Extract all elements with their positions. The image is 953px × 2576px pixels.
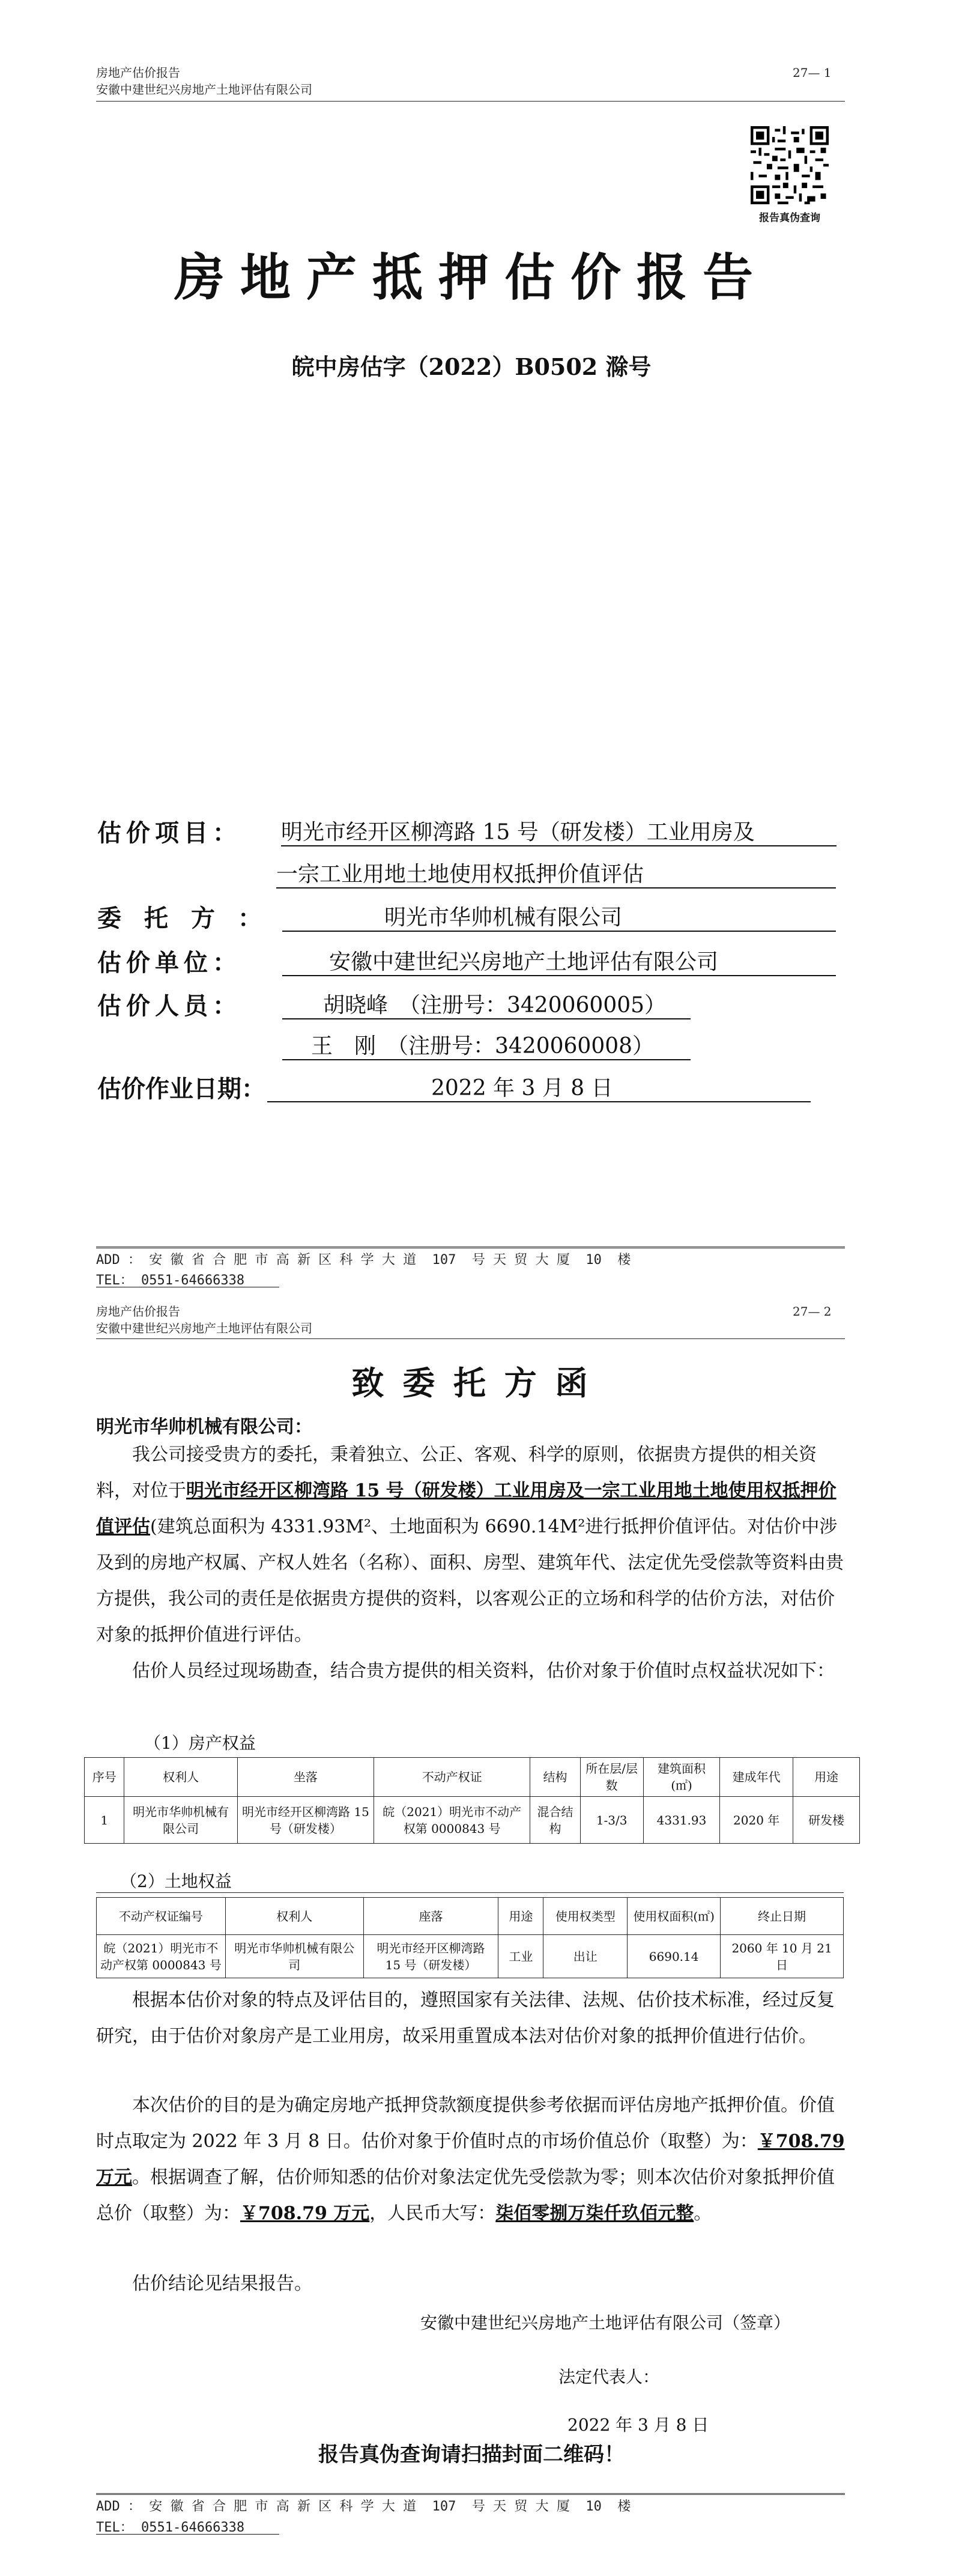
page2-header-doc-type: 房地产估价报告 <box>96 1304 180 1319</box>
project-underline-2 <box>276 887 836 889</box>
table-2-header-cell: 使用权面积(㎡) <box>628 1898 721 1935</box>
table-cell: 明光市华帅机械有限公司 <box>225 1935 363 1978</box>
property-rights-table <box>84 1757 860 1844</box>
table-1-header-cell: 建筑面积(㎡) <box>643 1758 719 1797</box>
page1-footer-address: ADD ： 安 徽 省 合 肥 市 高 新 区 科 学 大 道 107 号 天 贸 大 厦 10 楼 <box>96 1253 631 1268</box>
table-cell: 6690.14 <box>628 1935 721 1978</box>
page1-header-company: 安徽中建世纪兴房地产土地评估有限公司 <box>96 82 312 97</box>
page2-header-rule <box>96 1338 845 1339</box>
project-value-line2: 一宗工业用地土地使用权抵押价值评估 <box>276 862 644 887</box>
table-cell: 出让 <box>543 1935 628 1978</box>
mortgage-value-total: ￥708.79 万元 <box>240 2203 370 2224</box>
paragraph-1-subject: 明光市经开区柳湾路 15 号（研发楼）工业用房及一宗工业用地土地使用权抵押价值评估 <box>96 1480 837 1537</box>
table-1-header-cell: 不动产权证 <box>374 1758 530 1797</box>
table-row <box>85 1797 860 1844</box>
signature-company: 安徽中建世纪兴房地产土地评估有限公司（签章） <box>420 2313 791 2333</box>
client-value: 明光市华帅机械有限公司 <box>384 905 623 930</box>
land-rights-table <box>96 1897 844 1978</box>
page1-header-rule <box>96 101 845 102</box>
table-cell: 2060 年 10 月 21 日 <box>721 1935 844 1978</box>
page1-header-page-number: 27— 1 <box>793 65 832 80</box>
unit-value: 安徽中建世纪兴房地产土地评估有限公司 <box>329 950 719 974</box>
table-2-caption: （2）土地权益 <box>120 1871 232 1891</box>
market-value-total: ￥708.79 万元 <box>96 2131 845 2188</box>
signature-representative: 法定代表人： <box>558 2367 660 2387</box>
table-cell: 皖（2021）明光市不动产权第 0000843 号 <box>374 1797 530 1844</box>
page1-header-doc-type: 房地产估价报告 <box>96 65 180 80</box>
table-1-header-cell: 权利人 <box>124 1758 237 1797</box>
qr-code-icon <box>751 126 829 204</box>
verification-notice: 报告真伪查询请扫描封面二维码！ <box>318 2443 625 2467</box>
page2-header-page-number: 27— 2 <box>793 1304 832 1319</box>
page1-footer-rule <box>96 1247 845 1248</box>
table-cell: 明光市经开区柳湾路 15 号（研发楼） <box>237 1797 374 1844</box>
table-1-header-cell: 所在层/层数 <box>580 1758 643 1797</box>
table-2-header-cell: 权利人 <box>225 1898 363 1935</box>
appraiser-2: 王 刚 （注册号：3420060008） <box>311 1034 655 1059</box>
table-cell: 4331.93 <box>643 1797 719 1844</box>
page2-footer-rule <box>96 2493 845 2495</box>
unit-label: 估价单位： <box>97 949 241 977</box>
appraiser-label: 估价人员： <box>97 992 241 1020</box>
letter-salutation: 明光市华帅机械有限公司： <box>96 1417 312 1438</box>
date-value: 2022 年 3 月 8 日 <box>431 1076 613 1101</box>
table-cell: 混合结构 <box>530 1797 580 1844</box>
report-title: 房地产抵押估价报告 <box>174 248 769 307</box>
table-cell: 1-3/3 <box>580 1797 643 1844</box>
table-1-header-cell: 结构 <box>530 1758 580 1797</box>
table-cell: 明光市经开区柳湾路 15 号（研发楼） <box>363 1935 498 1978</box>
project-label: 估价项目： <box>97 819 241 847</box>
unit-underline <box>282 975 836 976</box>
paragraph-3: 根据本估价对象的特点及评估目的，遵照国家有关法律、法规、估价技术标准，经过反复研究，由于估价对象房产是工业用房，故采用重置成本法对估价对象的抵押价值进行估价。 <box>96 1990 835 2047</box>
table-1-header-cell: 坐落 <box>237 1758 374 1797</box>
table-2-header-row <box>97 1898 844 1935</box>
signature-date: 2022 年 3 月 8 日 <box>567 2415 709 2435</box>
page2-footer-address: ADD ： 安 徽 省 合 肥 市 高 新 区 科 学 大 道 107 号 天 贸 大 厦 10 楼 <box>96 2499 631 2514</box>
paragraph-4-intro: 本次估价的目的是为确定房地产抵押贷款额度提供参考依据而评估房地产抵押价值。价值时点取定为 2022 年 3 月 8 日。估价对象于价值时点的市场价值总价（取整）为： <box>96 2095 835 2152</box>
table-row <box>97 1935 844 1978</box>
table-cell: 1 <box>85 1797 124 1844</box>
paragraph-4 <box>96 2088 847 2232</box>
appraiser-1-underline <box>282 1018 691 1019</box>
table-cell: 工业 <box>498 1935 543 1978</box>
table-1-caption: （1）房产权益 <box>144 1733 256 1753</box>
table-1-header-cell: 建成年代 <box>720 1758 793 1797</box>
client-underline <box>282 931 836 932</box>
table-1-header-cell: 用途 <box>793 1758 860 1797</box>
table-cell: 明光市华帅机械有限公司 <box>124 1797 237 1844</box>
mortgage-value-chinese: 柒佰零捌万柒仟玖佰元整 <box>495 2203 694 2224</box>
paragraph-2: 估价人员经过现场勘查，结合贵方提供的相关资料，估价对象于价值时点权益状况如下： <box>132 1660 835 1681</box>
page2-header-company: 安徽中建世纪兴房地产土地评估有限公司 <box>96 1321 312 1335</box>
project-underline-1 <box>281 845 837 846</box>
page1-footer-tel: TEL： 0551-64666338 <box>96 1273 245 1288</box>
project-value-line1: 明光市经开区柳湾路 15 号（研发楼）工业用房及 <box>281 820 755 845</box>
paragraph-1 <box>96 1437 847 1653</box>
table-2-header-cell: 使用权类型 <box>543 1898 628 1935</box>
table-cell: 皖（2021）明光市不动产权第 0000843 号 <box>97 1935 226 1978</box>
paragraph-1-intro: 我公司接受贵方的委托，秉着独立、公正、客观、科学的原则，依据贵方提供的相关资料，对位于 <box>96 1444 817 1501</box>
date-label: 估价作业日期： <box>97 1075 265 1103</box>
paragraph-4-middle: 。根据调查了解，估价师知悉的估价对象法定优先受偿款为零；则本次估价对象抵押价值总价（取整）为： <box>96 2167 835 2224</box>
paragraph-5: 估价结论见结果报告。 <box>132 2273 312 2294</box>
table-cell: 2020 年 <box>720 1797 793 1844</box>
table-cell: 研发楼 <box>793 1797 860 1844</box>
appraiser-1: 胡晓峰 （注册号：3420060005） <box>323 993 667 1018</box>
paragraph-4-rmb-label: ，人民币大写： <box>369 2203 496 2224</box>
table-2-header-cell: 座落 <box>363 1898 498 1935</box>
paragraph-1-body: (建筑总面积为 4331.93M²、土地面积为 6690.14M²进行抵押价值评估。对估价中涉及到的房地产权属、产权人姓名（名称）、面积、房型、建筑年代、法定优先受偿款等资料由贵方提供，我公司的责任是依据贵方提供的资料，以客观公正的立场和科学的估价方法，对估价对象的抵押价值进行评估。 <box>96 1516 844 1645</box>
qr-caption: 报告真伪查询 <box>759 212 820 224</box>
table-1-header-row <box>85 1758 860 1797</box>
table-2-header-cell: 终止日期 <box>721 1898 844 1935</box>
letter-title: 致 委 托 方 函 <box>351 1364 591 1402</box>
paragraph-4-end: 。 <box>694 2203 712 2224</box>
appraiser-2-underline <box>282 1059 691 1060</box>
table-2-header-cell: 不动产权证编号 <box>97 1898 226 1935</box>
date-underline <box>267 1101 811 1102</box>
page2-tel-underline <box>96 2534 279 2535</box>
report-number: 皖中房估字（2022）B0502 滁号 <box>291 353 652 380</box>
client-label: 委托方： <box>97 904 285 932</box>
table-2-header-cell: 用途 <box>498 1898 543 1935</box>
table-1-header-cell: 序号 <box>85 1758 124 1797</box>
page2-footer-tel: TEL： 0551-64666338 <box>96 2520 245 2535</box>
